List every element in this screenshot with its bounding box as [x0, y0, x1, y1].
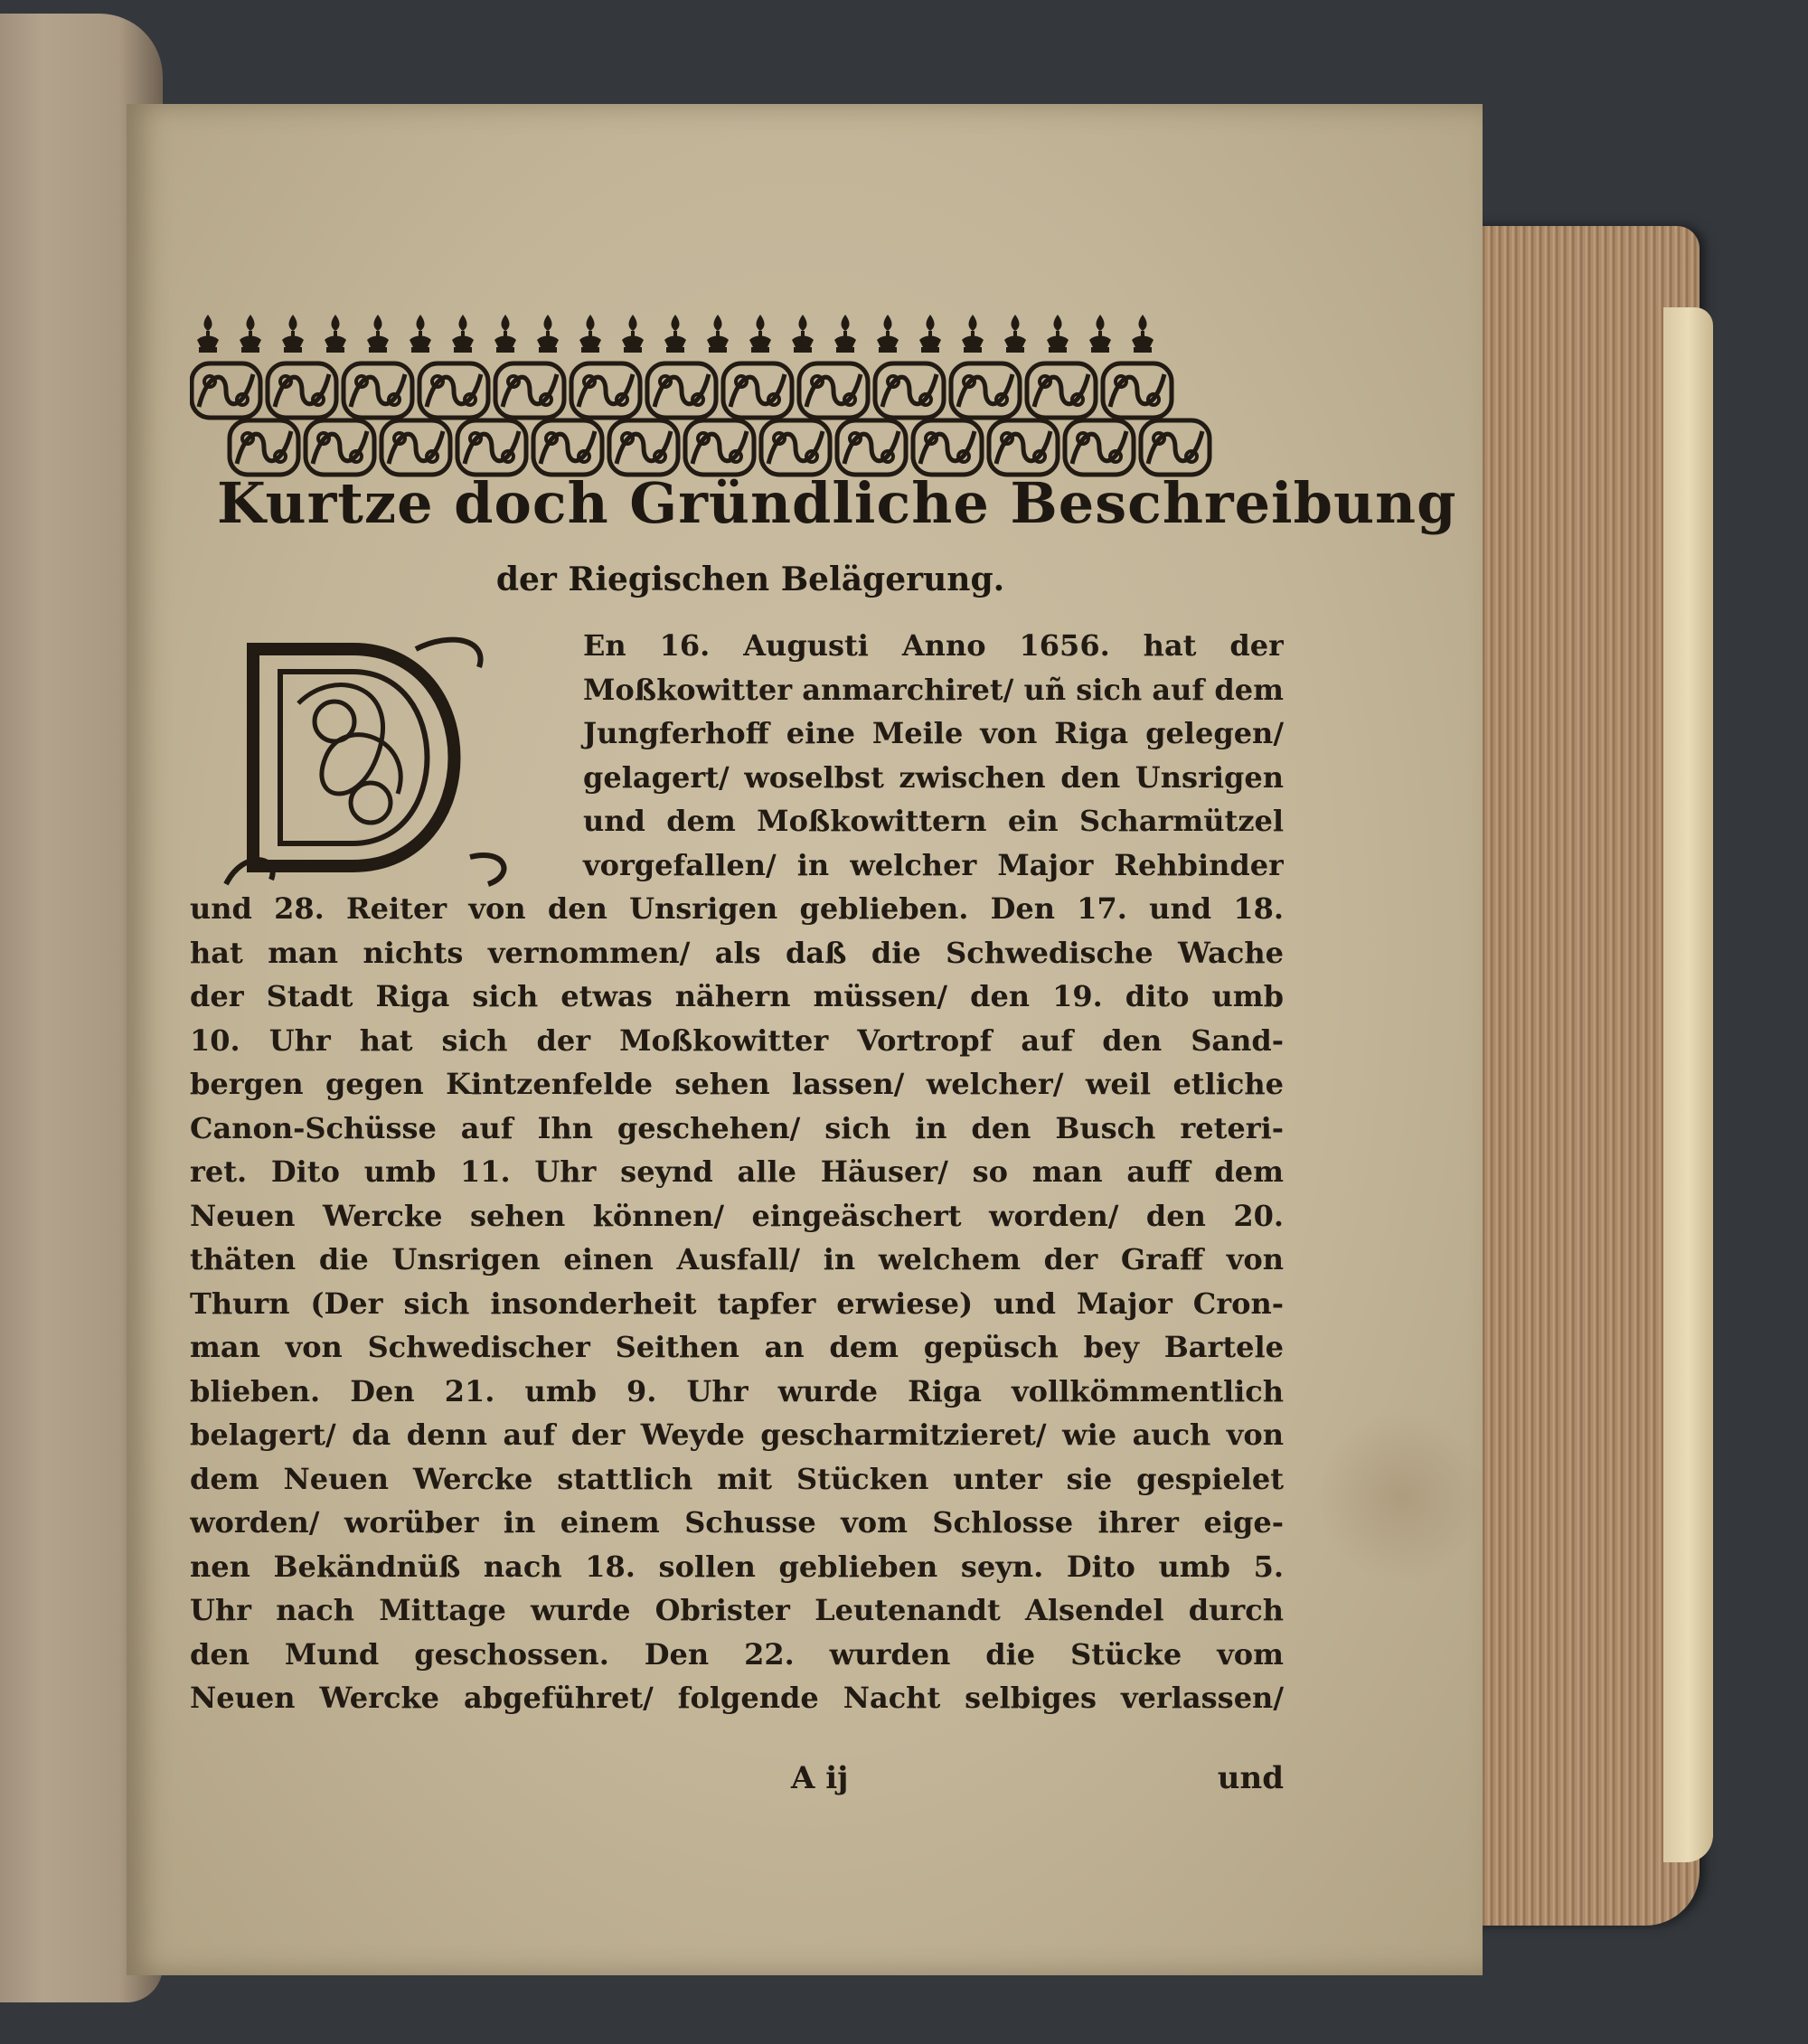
- text-line: Thurn (Der sich insonderheit tapfer erwiese) und Major Cron-: [190, 1286, 1284, 1321]
- text-line: nen Bekändnüß nach 18. sollen geblieben seyn. Dito umb 5.: [190, 1549, 1284, 1584]
- text-line: ret. Dito umb 11. Uhr seynd alle Häuser/ so man auff dem: [190, 1154, 1284, 1189]
- body-text: [190, 624, 1284, 1720]
- text-line: und 28. Reiter von den Unsrigen geblieben. Den 17. und 18.: [190, 891, 1284, 926]
- text-line: dem Neuen Wercke stattlich mit Stücken unter sie gespielet: [190, 1461, 1284, 1496]
- ornamental-header-border: [190, 212, 1275, 479]
- text-line: thäten die Unsrigen einen Ausfall/ in welchem der Graff von: [190, 1242, 1284, 1276]
- signature-mark: A ij: [791, 1760, 849, 1796]
- water-stain: [1320, 1406, 1483, 1587]
- text-line: belagert/ da denn auf der Weyde gescharmitzieret/ wie auch von: [190, 1418, 1284, 1452]
- text-line: man von Schwedischer Seithen an dem gepüsch bey Bartele: [190, 1330, 1284, 1364]
- text-line: Neuen Wercke abgeführet/ folgende Nacht selbiges verlassen/: [190, 1681, 1284, 1715]
- printed-page: [127, 104, 1483, 1975]
- text-line: bergen gegen Kintzenfelde sehen lassen/ welcher/ weil etliche: [190, 1067, 1284, 1101]
- page-title: Kurtze doch Gründliche Beschreibung: [217, 470, 1457, 536]
- text-line: En 16. Augusti Anno 1656. hat der: [583, 628, 1284, 663]
- text-line: vorgefallen/ in welcher Major Rehbinder: [583, 847, 1284, 882]
- text-line: blieben. Den 21. umb 9. Uhr wurde Riga vollkömmentlich: [190, 1373, 1284, 1408]
- text-line: Neuen Wercke sehen können/ eingeäschert worden/ den 20.: [190, 1198, 1284, 1233]
- text-line: hat man nichts vernommen/ als daß die Schwedische Wache: [190, 935, 1284, 970]
- text-line: und dem Moßkowittern ein Scharmützel: [583, 804, 1284, 838]
- text-line: gelagert/ woselbst zwischen den Unsrigen: [583, 759, 1284, 795]
- page-footer: [190, 1760, 1284, 1814]
- text-line: der Stadt Riga sich etwas nähern müssen/ den 19. dito umb: [190, 979, 1284, 1013]
- text-line: den Mund geschossen. Den 22. wurden die Stücke vom: [190, 1636, 1284, 1672]
- text-line: 10. Uhr hat sich der Moßkowitter Vortropf auf den Sand-: [190, 1022, 1284, 1058]
- text-line: Moßkowitter anmarchiret/ uñ sich auf dem: [583, 672, 1284, 707]
- catchword: und: [1217, 1760, 1284, 1796]
- binding-edge: [1663, 307, 1713, 1862]
- text-line: Canon-Schüsse auf Ihn geschehen/ sich in den Busch reteri-: [190, 1110, 1284, 1145]
- text-line: Jungferhoff eine Meile von Riga gelegen/: [583, 716, 1284, 750]
- page-subtitle: der Riegischen Belägerung.: [495, 560, 1005, 598]
- text-line: Uhr nach Mittage wurde Obrister Leutenandt Alsendel durch: [190, 1593, 1284, 1627]
- text-line: worden/ worüber in einem Schusse vom Schlosse ihrer eige-: [190, 1505, 1284, 1540]
